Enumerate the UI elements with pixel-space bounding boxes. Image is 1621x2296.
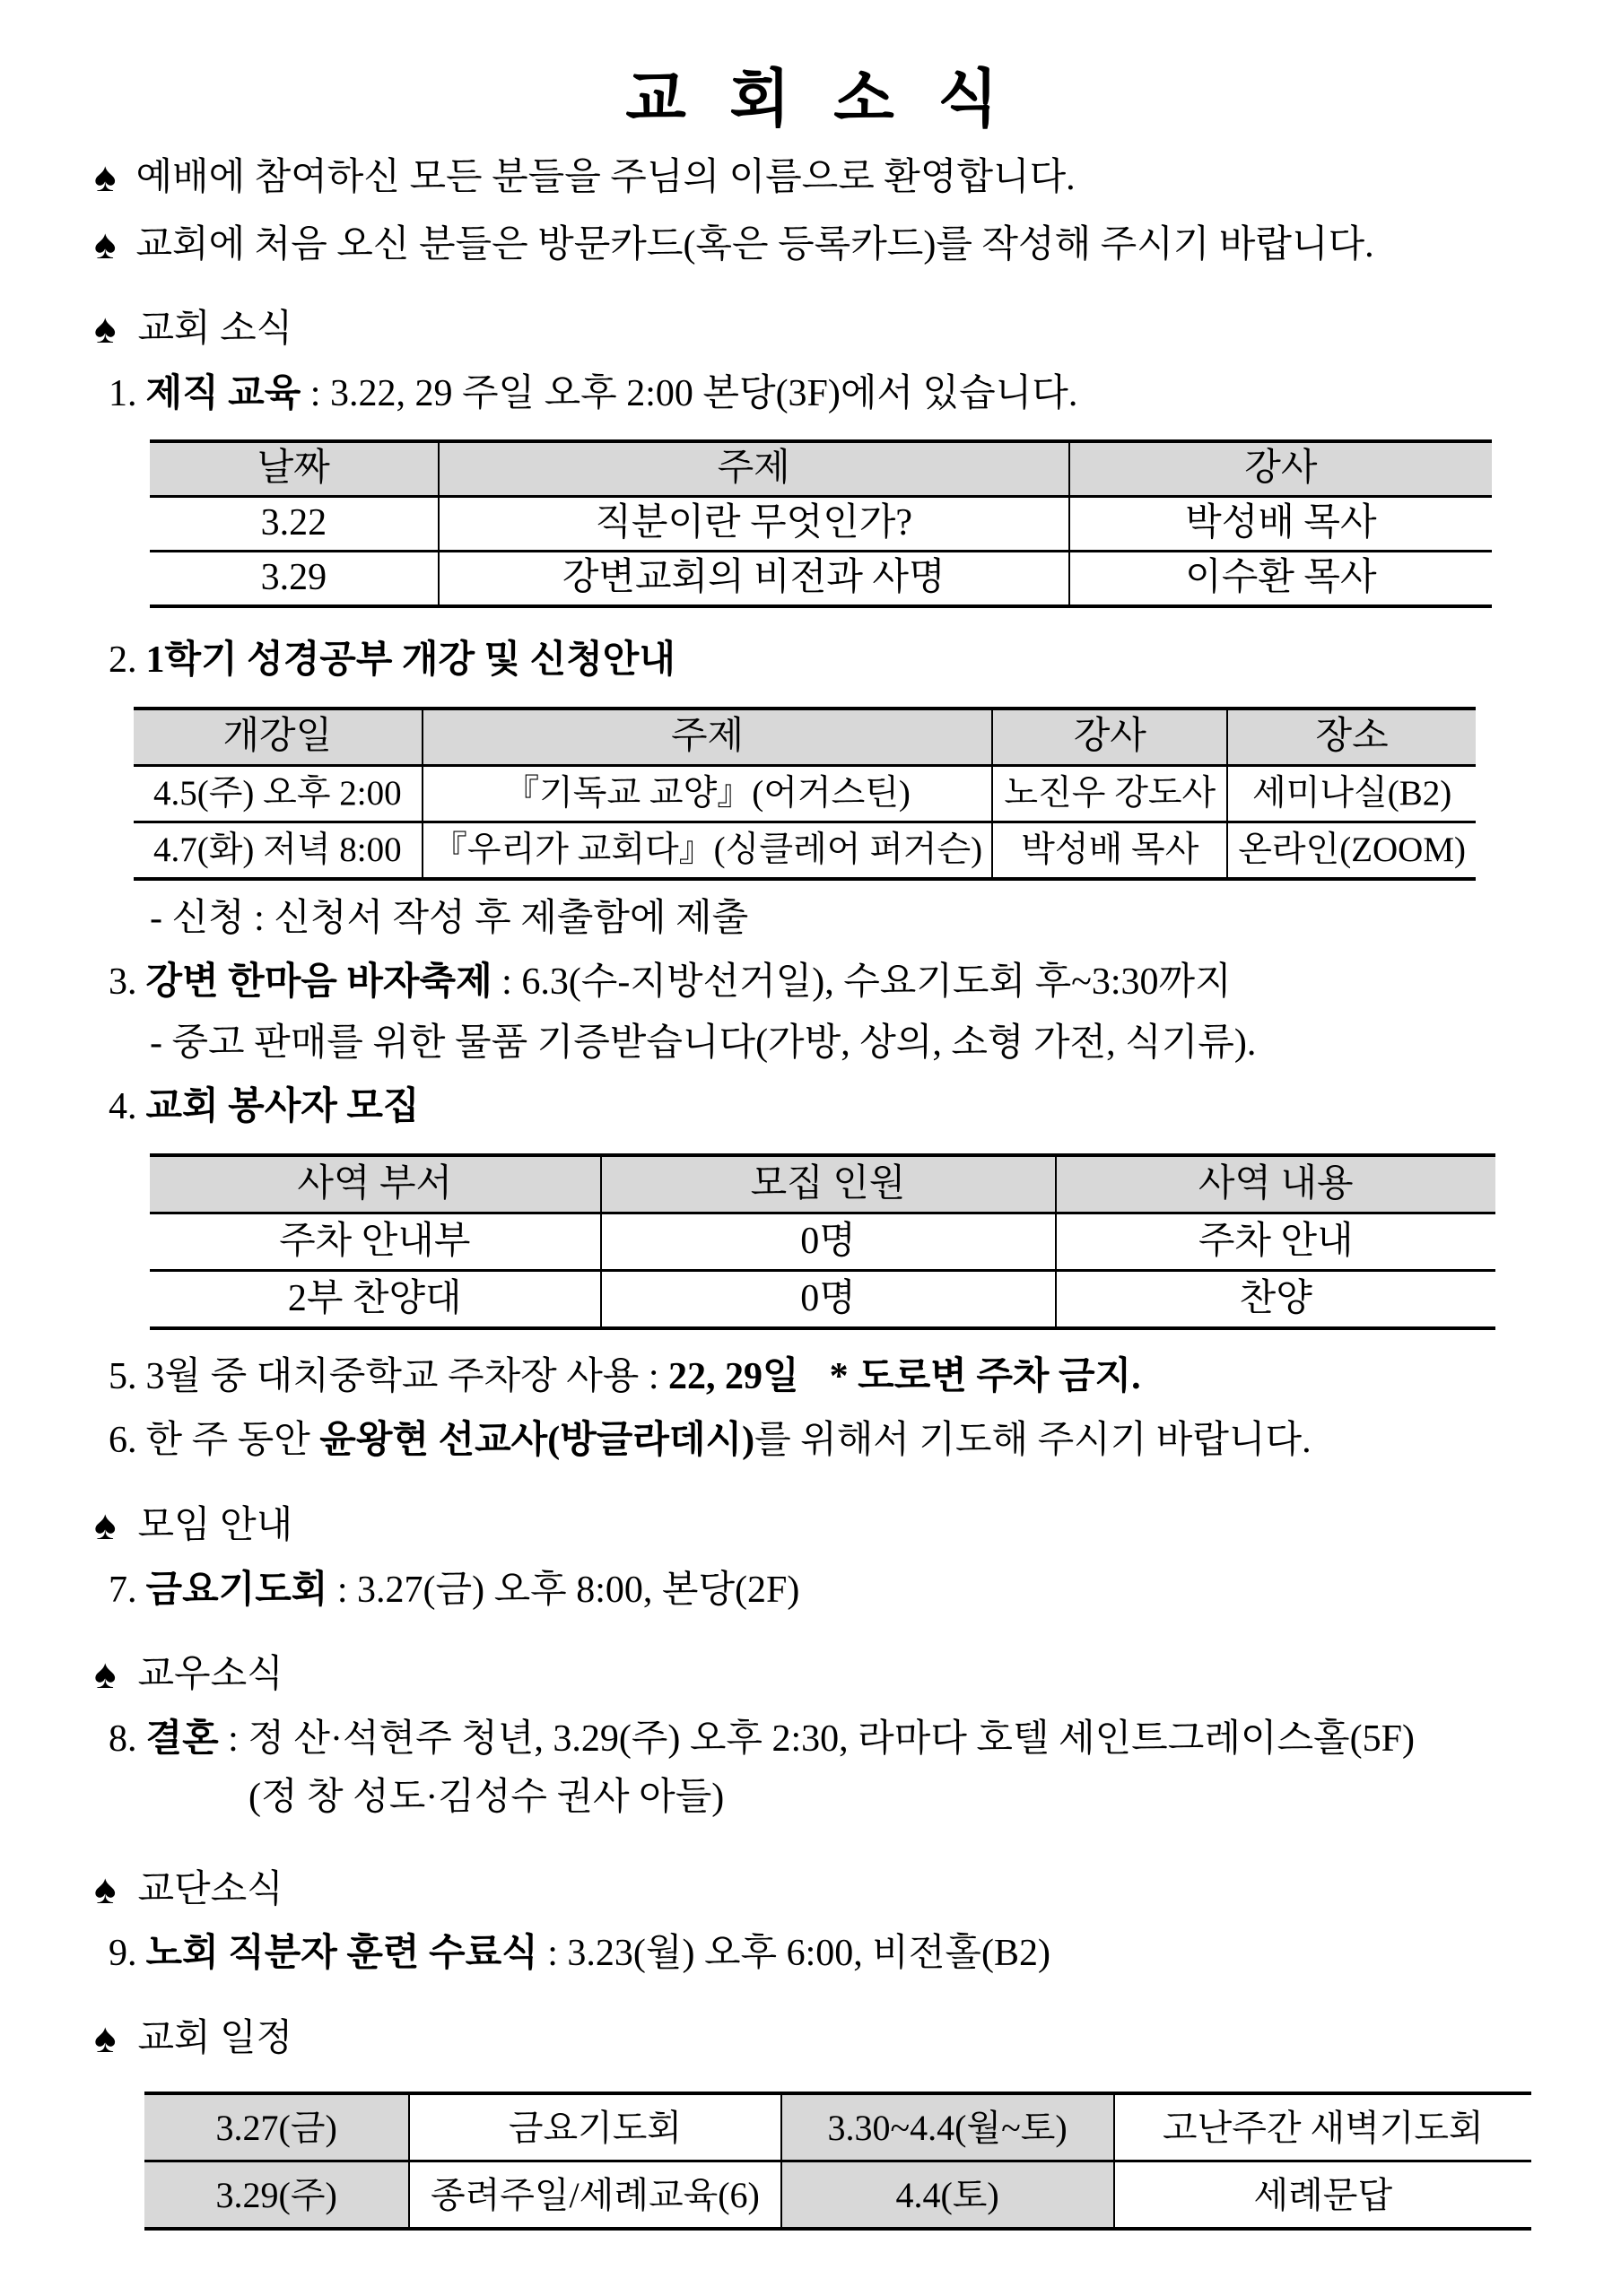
section-meetings xyxy=(94,1503,1540,1549)
table-cell: 0명 xyxy=(601,1213,1056,1270)
table-row xyxy=(144,2093,1531,2161)
item-text: 3월 중 대치중학교 주차장 사용 : xyxy=(145,1355,669,1397)
news-item-4 xyxy=(109,1085,1540,1130)
table-row xyxy=(144,2161,1531,2230)
item-number: 6. xyxy=(109,1420,137,1462)
schedule-date-cell: 3.30~4.4(월~토) xyxy=(781,2093,1114,2161)
spade-bullet-icon: ♠ xyxy=(94,306,117,352)
news-item-6 xyxy=(109,1419,1540,1464)
section-denomination-news xyxy=(94,1867,1540,1913)
item-bold-text: * 도로변 주차 금지. xyxy=(829,1355,1141,1397)
table-cell: 4.5(주) 오후 2:00 xyxy=(134,765,423,822)
item-number: 7. xyxy=(109,1569,137,1611)
spade-bullet-icon: ♠ xyxy=(94,221,117,267)
table-cell: 주차 안내 xyxy=(1056,1213,1496,1270)
item-bold-text: 제직 교육 xyxy=(145,372,301,414)
bible-study-table xyxy=(134,707,1476,881)
table-cell: 이수환 목사 xyxy=(1069,552,1492,607)
schedule-event-cell: 고난주간 새벽기도회 xyxy=(1114,2093,1531,2161)
volunteer-recruitment-table xyxy=(150,1153,1495,1330)
table-cell: 『기독교 교양』(어거스틴) xyxy=(423,765,993,822)
schedule-event-cell: 종려주일/세례교육(6) xyxy=(409,2161,780,2230)
section-schedule xyxy=(94,2016,1540,2062)
table-header-cell: 장소 xyxy=(1227,709,1476,766)
table-cell: 박성배 목사 xyxy=(1069,497,1492,552)
table-cell: 찬양 xyxy=(1056,1270,1496,1328)
news-item-3 xyxy=(109,961,1540,1005)
news-item-9 xyxy=(109,1932,1540,1977)
table-header-cell: 사역 부서 xyxy=(150,1155,601,1213)
item-bold-text: 강변 한마음 바자축제 xyxy=(145,961,492,1004)
spade-bullet-icon: ♠ xyxy=(94,1651,117,1698)
spade-bullet-icon: ♠ xyxy=(94,1502,117,1549)
table-row xyxy=(150,1270,1495,1328)
schedule-date-cell: 3.29(주) xyxy=(144,2161,409,2230)
table-cell: 강변교회의 비전과 사명 xyxy=(439,552,1069,607)
spade-bullet-icon: ♠ xyxy=(94,154,117,200)
item-2-note: - 신청 : 신청서 작성 후 제출함에 제출 xyxy=(150,897,749,939)
table-cell: 노진우 강도사 xyxy=(992,765,1227,822)
schedule-date-cell: 4.4(토) xyxy=(781,2161,1114,2230)
table-row xyxy=(134,765,1476,822)
table-header-cell: 날짜 xyxy=(150,441,439,497)
item-number: 9. xyxy=(109,1933,137,1975)
section-schedule-label: 교회 일정 xyxy=(137,2017,293,2059)
schedule-event-cell: 세례문답 xyxy=(1114,2161,1531,2230)
table-header-cell: 강사 xyxy=(992,709,1227,766)
item-text: 를 위해서 기도해 주시기 바랍니다. xyxy=(754,1420,1312,1462)
item-number: 1. xyxy=(109,372,137,414)
section-church-news xyxy=(94,307,1540,352)
schedule-event-cell: 금요기도회 xyxy=(409,2093,780,2161)
table-cell: 『우리가 교회다』(싱클레어 퍼거슨) xyxy=(423,822,993,879)
item-number: 3. xyxy=(109,961,137,1004)
table-header-cell: 개강일 xyxy=(134,709,423,766)
table-cell: 세미나실(B2) xyxy=(1227,765,1476,822)
intro-bullet-welcome-text: 예배에 참여하신 모든 분들을 주님의 이름으로 환영합니다. xyxy=(135,157,1076,198)
item-bold-text: 1학기 성경공부 개강 및 신청안내 xyxy=(145,639,675,682)
item-bold-text: 윤왕현 선교사(방글라데시) xyxy=(319,1420,755,1462)
news-item-1 xyxy=(109,372,1540,417)
section-member-news xyxy=(94,1652,1540,1698)
intro-bullet-visitor-card xyxy=(94,222,1540,268)
table-cell: 3.29 xyxy=(260,557,327,599)
table-header-cell: 강사 xyxy=(1069,441,1492,497)
intro-bullet-visitor-card-text: 교회에 처음 오신 분들은 방문카드(혹은 등록카드)를 작성해 주시기 바랍니다. xyxy=(135,223,1374,265)
item-number: 8. xyxy=(109,1718,137,1760)
news-item-7 xyxy=(109,1569,1540,1613)
table-header-cell: 주제 xyxy=(423,709,993,766)
table-row xyxy=(150,497,1492,552)
table-row xyxy=(150,552,1492,607)
item-bold-text: 결혼 xyxy=(145,1718,219,1760)
table-row xyxy=(150,1213,1495,1270)
schedule-date-cell: 3.27(금) xyxy=(144,2093,409,2161)
item-number: 2. xyxy=(109,639,137,682)
item-bold-text: 노회 직분자 훈련 수료식 xyxy=(145,1933,538,1975)
item-3-note: - 중고 판매를 위한 물품 기증받습니다(가방, 상의, 소형 가전, 식기류). xyxy=(150,1022,1257,1064)
section-denomination-news-label: 교단소식 xyxy=(137,1868,283,1910)
table-cell: 박성배 목사 xyxy=(992,822,1227,879)
section-meetings-label: 모임 안내 xyxy=(137,1505,293,1547)
table-header-row xyxy=(150,441,1492,497)
item-text: : 3.27(금) 오후 8:00, 본당(2F) xyxy=(327,1569,800,1611)
news-item-2 xyxy=(109,639,1540,683)
table-cell: 직분이란 무엇인가? xyxy=(439,497,1069,552)
item-bold-text: 22, 29일 xyxy=(668,1355,799,1397)
item-text: : 3.22, 29 주일 오후 2:00 본당(3F)에서 있습니다. xyxy=(301,372,1078,414)
table-header-cell: 모집 인원 xyxy=(601,1155,1056,1213)
table-cell: 3.22 xyxy=(150,497,439,552)
church-schedule-table xyxy=(144,2092,1531,2231)
item-number: 5. xyxy=(109,1355,137,1397)
section-member-news-label: 교우소식 xyxy=(137,1654,283,1696)
table-cell: 0명 xyxy=(601,1270,1056,1328)
item-text: : 6.3(수-지방선거일), 수요기도회 후~3:30까지 xyxy=(492,961,1232,1004)
page-title: 교 회 소 식 xyxy=(625,62,1009,135)
item-text: : 3.23(월) 오후 6:00, 비전홀(B2) xyxy=(537,1933,1050,1975)
table-cell: 주차 안내부 xyxy=(150,1213,601,1270)
section-church-news-label: 교회 소식 xyxy=(137,309,293,351)
spade-bullet-icon: ♠ xyxy=(94,1866,117,1912)
item-bold-text: 금요기도회 xyxy=(145,1569,328,1611)
table-header-cell: 사역 내용 xyxy=(1056,1155,1496,1213)
table-row xyxy=(134,822,1476,879)
item-number: 4. xyxy=(109,1086,137,1128)
table-cell: 2부 찬양대 xyxy=(287,1277,462,1319)
officer-training-table xyxy=(150,439,1492,608)
spade-bullet-icon: ♠ xyxy=(94,2014,117,2061)
item-text: 한 주 동안 xyxy=(145,1420,320,1462)
item-text: : 정 산·석현주 청년, 3.29(주) 오후 2:30, 라마다 호텔 세인트그레이스홀(5F) xyxy=(218,1718,1415,1760)
table-header-row xyxy=(134,709,1476,766)
intro-bullet-welcome xyxy=(94,155,1540,201)
news-item-8 xyxy=(109,1718,1540,1762)
news-item-5 xyxy=(109,1355,1540,1400)
table-cell: 4.7(화) 저녁 8:00 xyxy=(153,830,402,869)
item-bold-text: 교회 봉사자 모집 xyxy=(145,1086,420,1128)
table-header-row xyxy=(150,1155,1495,1213)
news-item-8-continued: (정 창 성도·김성수 권사 아들) xyxy=(248,1777,725,1819)
table-header-cell: 주제 xyxy=(439,441,1069,497)
table-cell: 온라인(ZOOM) xyxy=(1227,822,1476,879)
